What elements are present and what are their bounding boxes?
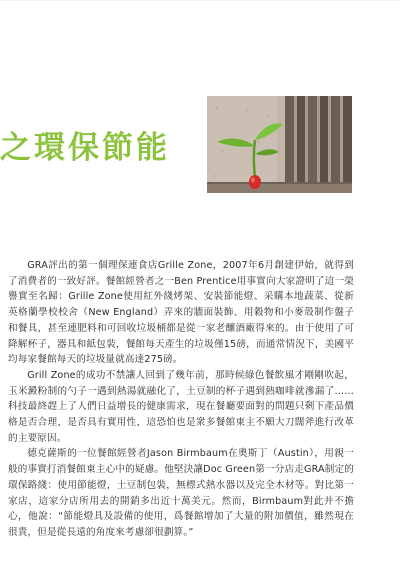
hero-photo xyxy=(207,96,352,193)
article-title: 之環保節能 xyxy=(0,130,170,166)
article-body xyxy=(8,258,354,541)
article-paragraph-1: GRA評出的第一個理保連食店Grille Zone，2007年6月創建伊始，就得到了消費者的一致好評。餐館經營者之一Ben Prentice用事實向大家證明了這一榮譽實至名歸：Grille Zone使用紅外綫烤架、安裝節能燈、采購本地蔬菜、從新英格蘭學校校舍（New England）弄來的牆面裝飾、用穀物和小麥殼制作盤子和餐具，甚至連肥料和可回收垃圾桶都是從一家老釀酒廠得來的。由于使用了可降解杯子，器具和紙包裝，餐館每天產生的垃圾僅15磅，而通常情況下，美國平均每家餐館每天的垃圾量就高達275磅。 xyxy=(8,260,354,366)
top-rule xyxy=(0,0,400,1)
article-paragraph-2: Grill Zone的成功不禁讓人回到了幾年前，那時候綠色餐飲風才剛剛吹起，玉米澱粉制的勺子一遇到熱湯就融化了，土豆制的杯子遇到熱咖啡就滲漏了……科技最終趕上了人們日益增長的健康需求，現在餐廳要面對的問題只剩下產品價格是否合理，是否具有實用性，這恐怕也是衆多餐館東主不願大刀闊斧進行改革的主要原因。 xyxy=(8,369,354,444)
plant-sprout-photo-icon xyxy=(207,96,352,193)
article-paragraph-3: 德克薩斯的一位餐館經營者Jason Birmbaum在奧斯丁（Austin），用親一般的事實打消餐館東主心中的疑慮。他堅決讓Doc Green第一分店走GRA制定的環保路綫：使用節能燈，土豆制包裝，無標式熱水器以及完全木材等。對比第一家店，這家分店所用去的開銷多出近十萬美元。然而，Birmbaum對此并不擔心，他說：“節能燈具及設備的使用，爲餐館增加了大量的附加價值，雖然現在很貴，但是從長遠的角度來考慮卻很劃算。” xyxy=(8,448,354,538)
